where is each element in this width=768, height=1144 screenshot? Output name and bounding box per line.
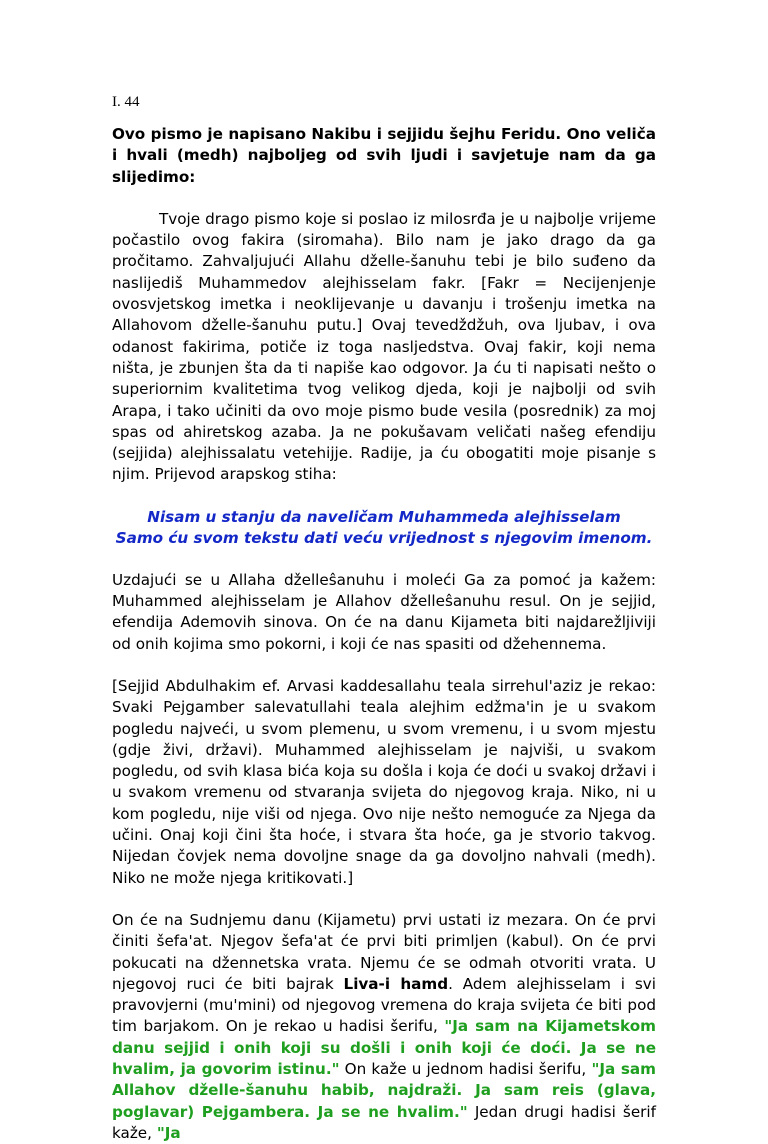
document-body <box>112 124 656 1144</box>
hadith-quote-3: "Ja <box>156 1123 181 1142</box>
poem-verse <box>112 507 656 549</box>
paragraph-judgement-day <box>112 910 656 1144</box>
verse-line-1: Nisam u stanju da naveličam Muhammeda alejhisselam <box>147 507 621 526</box>
paragraph-quote-arvasi: [Sejjid Abdulhakim ef. Arvasi kaddesallahu teala sirrehul'aziz je rekao: Svaki Pejgamber salevatullahi teala alejhim edžma'in je u svakom pogledu najveći, u svom plemenu, u svom vremenu, i u svom mjestu (gdje živi, državi). Muhammed alejhisselam je najviši, u svakom pogledu, od svih klasa bića koja su došla i koja će doći u svakoj državi i u svakom vremenu od stvaranja svijeta do njegovog kraja. Niko, ni u kom pogledu, nije viši od njega. Ovo nije nešto nemoguće za Njega da učini. Onaj koji čini šta hoće, i stvara šta hoće, ga je stvorio takvog. Nijedan čovjek nema dovoljne snage da ga dovoljno nahvali (medh). Niko ne može njega kritikovati.] <box>112 676 656 887</box>
paragraph-praise: Uzdajući se u Allaha dželleŝanuhu i moleći Ga za pomoć ja kažem: Muhammed alejhisselam je Allahov dželleŝanuhu resul. On je sejjid, efendija Ademovih sinova. On će na danu Kijameta biti najdarežljiviji od onih kojima smo pokorni, i koji će nas spasiti od džehennema. <box>112 570 656 653</box>
text-segment: . Adem alejhisselam i svi pravovjerni (mu'mini) od njegovog vremena do kraja svijeta će biti pod tim barjakom. On je rekao u hadisi šerifu, <box>112 974 656 1036</box>
hadith-quote-2: "Ja sam Allahov dželle-šanuhu habib, najdraži. Ja sam reis (glava, poglavar) Pejgambera. Ja se ne hvalim." <box>112 1059 656 1121</box>
paragraph-intro: Tvoje drago pismo koje si poslao iz milosrđa je u najbolje vrijeme počastilo ovog fakira (siromaha). Bilo nam je jako drago da ga pročitamo. Zahvaljujući Allahu dželle-šanuhu tebi je bilo suđeno da naslijediš Muhammedov alejhisselam fakr. [Fakr = Necijenjenje ovosvjetskog imetka i neoklijevanje u davanju i trošenju imetka na Allahovom dželle-šanuhu putu.] Ovaj tevedždžuh, ova ljubav, i ova odanost fakirima, potiče iz toga nasljedstva. Ovaj fakir, koji nema ništa, je zbunjen šta da ti napiše kao odgovor. Ja ću ti napisati nešto o superiornim kvalitetima tvog velikog djeda, koji je najbolji od svih Arapa, i tako učiniti da ovo moje pismo bude vesila (posrednik) za moj spas od ahiretskog azaba. Ja ne pokušavam veličati našeg efendiju (sejjida) alejhissalatu vetehijje. Radije, ja ću obogatiti moje pisanje s njim. Prijevod arapskog stiha: <box>112 209 656 484</box>
hadith-quote-1: "Ja sam na Kijametskom danu sejjid i onih koji su došli i onih koji će doći. Ja se ne hvalim, ja govorim istinu." <box>112 1017 656 1078</box>
text-segment: Jedan drugi hadisi šerif kaže, <box>112 1102 656 1142</box>
page-number: I. 44 <box>112 94 140 110</box>
text-segment: On će na Sudnjemu danu (Kijametu) prvi ustati iz mezara. On će prvi činiti šefa'at. Njegov šefa'at će prvi biti primljen (kabul). On će prvi pokucati na džennetska vrata. Njemu će se odmah otvoriti vrata. U njegovoj ruci će biti bajrak <box>112 910 656 993</box>
letter-heading: Ovo pismo je napisano Nakibu i sejjidu šejhu Feridu. Ono veliča i hvali (medh) najboljeg od svih ljudi i savjetuje nam da ga slijedimo: <box>112 125 656 186</box>
text-segment: On kaže u jednom hadisi šerifu, <box>339 1059 592 1078</box>
liva-hamd-term: Liva-i hamd <box>343 974 449 993</box>
verse-line-2: Samo ću svom tekstu dati veću vrijednost s njegovim imenom. <box>115 528 653 547</box>
